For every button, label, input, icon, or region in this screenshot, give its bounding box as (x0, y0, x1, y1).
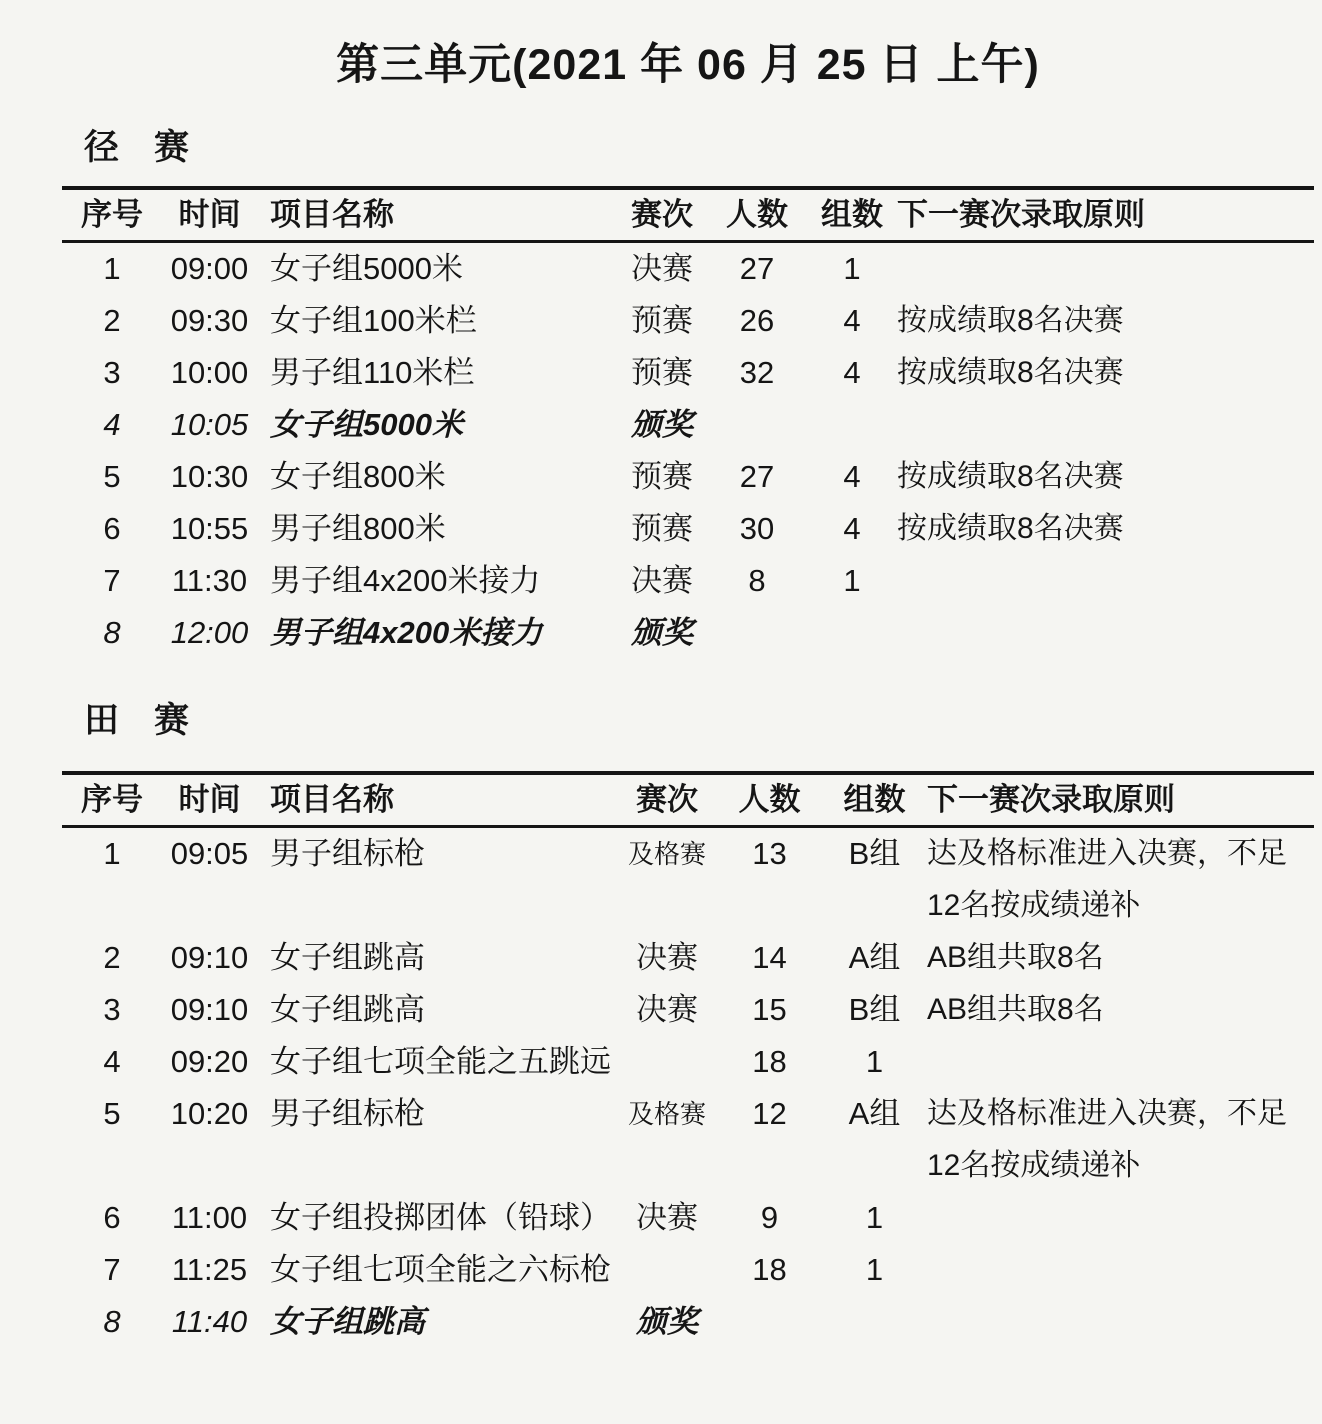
field-row-3-round: 决赛 (636, 992, 698, 1027)
track-row-7-round: 决赛 (631, 563, 693, 598)
field-row-3-time: 09:10 (170, 992, 249, 1027)
track-row-4-event: 女子组5000米 (270, 407, 463, 442)
field-row-1-note: 达及格标准进入决赛，不足12名按成绩递补 (927, 837, 1287, 922)
track-row-3-note: 按成绩取8名决赛 (897, 356, 1124, 389)
track-row-2-seq: 2 (103, 303, 121, 338)
field-row-6-time: 11:00 (171, 1200, 248, 1235)
field-table-row-8 (62, 1296, 1314, 1348)
track-header-groups: 组数 (821, 197, 883, 232)
track-row-1-time: 09:00 (170, 251, 249, 286)
track-row-5-seq: 5 (103, 459, 121, 494)
field-row-5-event: 男子组标枪 (270, 1096, 425, 1131)
field-row-1-round: 及格赛 (627, 839, 706, 869)
track-row-1-seq: 1 (103, 251, 121, 286)
track-row-7-time: 11:30 (171, 563, 248, 598)
field-section-title: 田 赛 (84, 701, 190, 740)
field-table-row-2 (62, 932, 1314, 984)
field-row-5-note: 达及格标准进入决赛，不足12名按成绩递补 (927, 1097, 1287, 1182)
field-table-header-row (62, 771, 1314, 828)
track-row-2-time: 09:30 (170, 303, 249, 338)
track-row-4-round: 颁奖 (631, 407, 693, 442)
track-row-3-event: 男子组110米栏 (270, 355, 475, 390)
field-row-4-event: 女子组七项全能之五跳远 (270, 1044, 611, 1079)
field-events-section (62, 697, 1314, 1348)
track-row-3-round: 预赛 (631, 355, 693, 390)
page-title: 第三单元(2021 年 06 月 25 日 上午) (336, 41, 1040, 89)
track-row-7-groups: 1 (843, 563, 861, 598)
track-row-5-groups: 4 (843, 459, 861, 494)
track-events-section (62, 124, 1314, 659)
field-row-3-event: 女子组跳高 (270, 992, 425, 1027)
track-header-count: 人数 (726, 197, 788, 232)
field-row-4-groups: 1 (865, 1044, 884, 1079)
field-row-4-seq: 4 (103, 1044, 121, 1079)
field-row-6-event: 女子组投掷团体（铅球） (270, 1200, 611, 1235)
field-row-2-groups: A组 (848, 940, 901, 975)
track-row-8-seq: 8 (103, 615, 121, 650)
field-table-row-7 (62, 1244, 1314, 1296)
track-row-5-event: 女子组800米 (270, 459, 446, 494)
field-table-row-1 (62, 828, 1314, 932)
track-row-3-groups: 4 (843, 355, 861, 390)
track-row-1-event: 女子组5000米 (270, 251, 463, 286)
track-section-title: 径 赛 (84, 128, 190, 167)
field-row-6-seq: 6 (103, 1200, 121, 1235)
track-row-6-round: 预赛 (631, 511, 693, 546)
field-row-2-time: 09:10 (170, 940, 249, 975)
field-row-7-seq: 7 (103, 1252, 121, 1287)
track-row-2-count: 26 (739, 303, 775, 338)
track-row-4-time: 10:05 (170, 407, 249, 442)
field-header-note: 下一赛次录取原则 (927, 782, 1175, 817)
field-row-2-event: 女子组跳高 (270, 940, 425, 975)
field-row-8-time: 11:40 (171, 1304, 248, 1339)
field-header-seq: 序号 (81, 782, 143, 817)
track-header-seq: 序号 (81, 197, 143, 232)
track-table-header-row (62, 186, 1314, 243)
track-row-8-event: 男子组4x200米接力 (270, 615, 543, 650)
field-row-3-count: 15 (752, 992, 787, 1027)
field-row-3-groups: B组 (848, 992, 901, 1027)
field-row-1-event: 男子组标枪 (270, 836, 425, 871)
track-row-2-event: 女子组100米栏 (270, 303, 477, 338)
field-row-3-seq: 3 (103, 992, 121, 1027)
track-table-row-7 (62, 555, 1314, 607)
track-row-1-groups: 1 (843, 251, 861, 286)
track-table-row-2 (62, 295, 1314, 347)
track-row-6-count: 30 (739, 511, 775, 546)
track-row-3-seq: 3 (103, 355, 121, 390)
track-row-6-time: 10:55 (170, 511, 249, 546)
field-table-row-3 (62, 984, 1314, 1036)
track-row-5-count: 27 (739, 459, 775, 494)
track-header-time: 时间 (178, 197, 241, 232)
track-row-1-round: 决赛 (631, 251, 693, 286)
field-events-table (62, 771, 1314, 1348)
field-row-7-time: 11:25 (171, 1252, 248, 1287)
track-row-5-round: 预赛 (631, 459, 693, 494)
track-row-2-round: 预赛 (631, 303, 693, 338)
track-row-1-count: 27 (739, 251, 775, 286)
track-table-row-8 (62, 607, 1314, 659)
field-row-5-time: 10:20 (170, 1096, 249, 1131)
track-table-row-4 (62, 399, 1314, 451)
track-table-row-5 (62, 451, 1314, 503)
track-header-round: 赛次 (631, 197, 693, 232)
track-row-8-time: 12:00 (170, 615, 249, 650)
field-row-2-seq: 2 (103, 940, 121, 975)
track-header-note: 下一赛次录取原则 (897, 197, 1145, 232)
field-table-row-4 (62, 1036, 1314, 1088)
field-row-1-seq: 1 (103, 836, 121, 871)
track-table-body (62, 243, 1314, 659)
track-table-row-3 (62, 347, 1314, 399)
field-row-5-groups: A组 (848, 1096, 901, 1131)
field-row-1-time: 09:05 (170, 836, 249, 871)
field-row-7-event: 女子组七项全能之六标枪 (270, 1252, 611, 1287)
track-row-5-note: 按成绩取8名决赛 (897, 460, 1124, 493)
field-row-1-count: 13 (752, 836, 787, 871)
field-table-row-6 (62, 1192, 1314, 1244)
field-row-5-seq: 5 (103, 1096, 121, 1131)
track-table-row-6 (62, 503, 1314, 555)
field-header-count: 人数 (738, 782, 801, 817)
field-row-3-note: AB组共取8名 (927, 993, 1104, 1026)
field-row-4-time: 09:20 (170, 1044, 249, 1079)
field-row-7-count: 18 (752, 1252, 787, 1287)
track-row-8-round: 颁奖 (631, 615, 693, 650)
field-row-6-count: 9 (760, 1200, 779, 1235)
track-row-6-groups: 4 (843, 511, 861, 546)
field-row-8-round: 颁奖 (636, 1304, 698, 1339)
track-table-row-1 (62, 243, 1314, 295)
field-row-4-count: 18 (752, 1044, 787, 1079)
field-header-time: 时间 (178, 782, 241, 817)
field-row-7-groups: 1 (865, 1252, 884, 1287)
track-row-3-count: 32 (739, 355, 775, 390)
field-row-8-seq: 8 (103, 1304, 121, 1339)
track-row-6-note: 按成绩取8名决赛 (897, 512, 1124, 545)
track-row-7-count: 8 (748, 563, 766, 598)
field-header-groups: 组数 (843, 782, 906, 817)
field-row-6-round: 决赛 (636, 1200, 698, 1235)
field-row-2-round: 决赛 (636, 940, 698, 975)
track-row-4-seq: 4 (103, 407, 121, 442)
field-row-5-count: 12 (752, 1096, 787, 1131)
field-header-round: 赛次 (636, 782, 698, 817)
field-row-6-groups: 1 (865, 1200, 884, 1235)
track-header-event: 项目名称 (270, 197, 394, 232)
track-row-5-time: 10:30 (170, 459, 249, 494)
field-row-2-note: AB组共取8名 (927, 941, 1104, 974)
track-row-7-seq: 7 (103, 563, 121, 598)
field-row-8-event: 女子组跳高 (270, 1304, 425, 1339)
field-row-1-groups: B组 (848, 836, 901, 871)
track-row-2-note: 按成绩取8名决赛 (897, 304, 1124, 337)
schedule-document (62, 38, 1314, 1348)
track-row-7-event: 男子组4x200米接力 (270, 563, 541, 598)
track-row-2-groups: 4 (843, 303, 861, 338)
field-header-event: 项目名称 (270, 782, 394, 817)
field-table-body (62, 828, 1314, 1348)
track-row-6-event: 男子组800米 (270, 511, 446, 546)
track-row-6-seq: 6 (103, 511, 121, 546)
field-row-5-round: 及格赛 (627, 1099, 706, 1129)
track-events-table (62, 186, 1314, 659)
field-row-2-count: 14 (752, 940, 787, 975)
field-table-row-5 (62, 1088, 1314, 1192)
track-row-3-time: 10:00 (170, 355, 249, 390)
